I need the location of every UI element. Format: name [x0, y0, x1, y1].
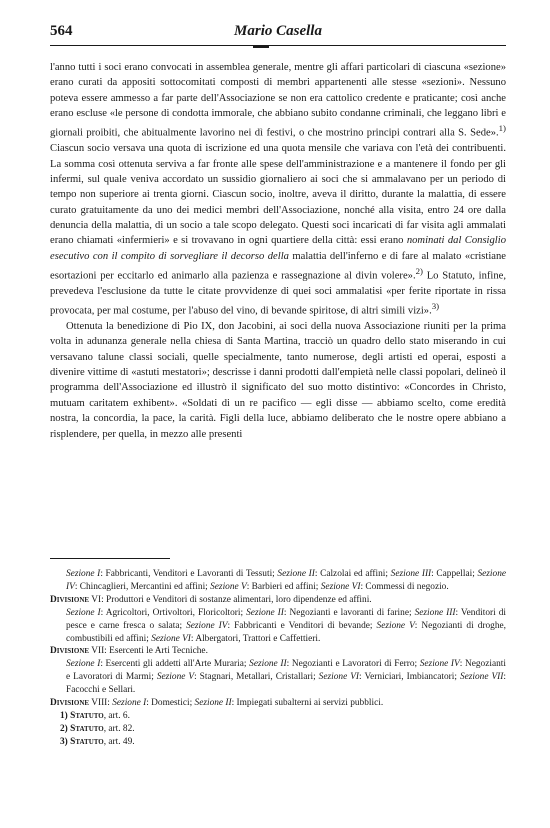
text-run: : Domestici; — [146, 698, 195, 709]
footnote-source: Statuto — [70, 710, 104, 721]
footnote-1 — [50, 710, 506, 723]
note-sections — [50, 568, 506, 594]
header-rule — [50, 45, 506, 46]
section-label: Sezione V — [210, 581, 247, 592]
page-number: 564 — [50, 23, 73, 39]
text-run: Lo Statuto, infine, prevedeva l'esclusione da tutte le citate provvidenze di quei soci ammalatisi «per ferite riportate in rissa provocata, per mal costume, per l'abuso del vino, di bevande spiritose, di altri simili vizi». — [50, 270, 506, 317]
text-run: : Facocchi e Sellari. — [66, 672, 507, 696]
text-run: Ottenuta la benedizione di Pio IX, don Jacobini, ai soci della nuova Associazione riuniti per la prima volta in adunanza generale nella chiesa di Santa Martina, tracciò un quadro dello stato miserando in cui versavano talune classi sociali, quelle specialmente, tanto numerose, degli artisti ed operai, esposti a divenire vittime di «astuti mestatori»; descrisse i danni prodotti dall'empietà nelle classi popolari, delineò il programma dell'Associazione ed illustrò il significato del suo motto distintivo: «Concordes in Christo, mutuam caritatem exhibent». «Soldati di un re pacifico — egli disse — abbiamo scelto, come eredità nostra, la concordia, la pace, la carità. Figli della luce, abbiamo deliberato che le nostre opere abbiano a risplendere, per quella, in mezzo alle presenti — [50, 321, 506, 440]
text-run: : Stagnari, Metallari, Cristallari; — [194, 672, 319, 683]
footnote-number: 1) — [60, 710, 68, 721]
text-run: : Negozianti e Lavoratori di Marmi; — [66, 659, 506, 683]
text-run: Ciascun socio versava una quota di iscrizione ed una quota mensile che variava con l'età dei contribuenti. La somma così ottenuta serviva a far fronte alle spese dell'amministrazione e a mantenere il fondo per gli infermi, sul quale veniva accordato un sussidio giornaliero ai soci che si ammalavano per un periodo di tempo non superiore ai trenta giorni. Ciascun socio, inoltre, aveva il diritto, durante la malattia, di essere curato gratuitamente da uno dei medici membri dell'Associazione, nonché alla visita, entro 24 ore dalla denuncia della malattia, di un socio a tale scopo delegato. Questi soci incaricati di far visita agli ammalati erano chiamati «infermieri» e si trovavano in ogni quartiere della città: essi erano — [50, 143, 506, 247]
text-run: : Esercenti gli addetti all'Arte Muraria; — [100, 659, 250, 670]
text-run: : Verniciari, Imbiancatori; — [359, 672, 460, 683]
text-run: : Negozianti e Lavoratori di Ferro; — [286, 659, 420, 670]
division-label: Divisione — [50, 594, 90, 605]
text-run: : Fabbricanti, Venditori e Lavoranti di Tessuti; — [100, 569, 278, 579]
text-run: : Cappellai; — [431, 569, 478, 579]
footnote-source: Statuto — [70, 723, 104, 734]
note-sections — [50, 607, 506, 646]
section-label: Sezione III — [390, 569, 432, 579]
section-label: Sezione IV — [419, 659, 460, 670]
running-head: Mario Casella — [234, 23, 322, 39]
page-header — [50, 20, 506, 44]
footnotes-block — [50, 568, 506, 749]
text-run: : Calzolai ed affini; — [314, 569, 391, 579]
text-run: : Chincaglieri, Mercantini ed affini; — [74, 581, 211, 592]
footnote-number: 2) — [60, 723, 68, 734]
section-label: Sezione IV — [66, 569, 507, 592]
text-run: : Albergatori, Trattori e Caffettieri. — [190, 633, 321, 644]
section-label: Sezione VI — [151, 633, 191, 644]
footnote-ref: 2) — [415, 266, 423, 276]
section-label: Sezione VI — [320, 581, 361, 592]
section-label: Sezione II — [277, 569, 315, 579]
footnote-number: 3) — [60, 736, 68, 747]
text-run: VIII: — [89, 698, 113, 709]
text-run: : Negozianti di droghe, combustibili ed affini; — [66, 620, 506, 644]
section-label: Sezione I — [66, 607, 101, 618]
text-run: : Commessi di negozio. — [360, 581, 449, 592]
section-label: Sezione I — [66, 659, 101, 670]
footnote-ref: 1) — [498, 123, 506, 134]
text-run: , art. 6. — [103, 710, 130, 721]
text-run: l'anno tutti i soci erano convocati in assemblea generale, mentre gli affari particolari di ciascuna «sezione» erano curati da appositi sottocomitati composti di membri appartenenti alle stesse «sezioni». Nessuno poteva essere ammesso a far parte dell'Associazione se non era cattolico credente e praticante; così anche erano escluse «le persone di condotta immorale, che abbiano subito condanne criminali, che leggano libri e giornali proibiti, che abitualmente lavorino nei dì festivi, o che mostrino principi contrari alla S. Sede». — [50, 62, 506, 139]
header-ornament — [253, 45, 269, 48]
section-label: Sezione I — [112, 698, 147, 709]
text-run: , art. 82. — [103, 723, 135, 734]
paragraph — [50, 319, 506, 442]
text-run: , art. 49. — [103, 736, 135, 747]
section-label: Sezione I — [66, 569, 101, 579]
main-text — [50, 60, 506, 442]
footnote-3 — [50, 736, 506, 749]
division-label: Divisione — [50, 698, 90, 709]
footnote-source: Statuto — [70, 736, 104, 747]
note-sections — [50, 658, 506, 697]
section-label: Sezione VII — [459, 672, 504, 683]
text-run: : Venditori di pesce e carne fresca o salata; — [66, 607, 506, 631]
division-label: Divisione — [50, 646, 90, 657]
emphasis: nominati dal Consiglio esecutivo con il compito di sorvegliare il decorso della — [50, 235, 506, 262]
text-run: malattia dell'inferno e di fare al malato «cristiane esortazioni per eccitarlo ed animarlo alla pazienza e rassegnazione al divin volere». — [50, 250, 506, 282]
footnote-ref: 3) — [431, 301, 440, 312]
text-run: : Impiegati subalterni ai servizi pubblici. — [231, 698, 384, 709]
section-label: Sezione IV — [186, 620, 228, 631]
note-division — [50, 645, 506, 658]
text-run: VII: Esercenti le Arti Tecniche. — [89, 646, 208, 657]
footnote-2 — [50, 723, 506, 736]
section-label: Sezione III — [414, 607, 456, 618]
section-label: Sezione V — [156, 672, 195, 683]
note-division — [50, 697, 506, 710]
section-label: Sezione II — [249, 659, 287, 670]
text-run: : Negozianti e lavoranti di farine; — [283, 607, 415, 618]
section-label: Sezione V — [376, 620, 415, 631]
text-run: VI: Produttori e Venditori di sostanze alimentari, loro dipendenze ed affini. — [89, 594, 372, 605]
paragraph-continuation — [50, 60, 506, 319]
text-run: : Barbieri ed affini; — [246, 581, 321, 592]
section-label: Sezione II — [246, 607, 284, 618]
section-label: Sezione II — [194, 698, 232, 709]
section-label: Sezione VI — [318, 672, 360, 683]
text-run: : Agricoltori, Ortivoltori, Floricoltori; — [100, 607, 247, 618]
note-division — [50, 594, 506, 607]
text-run: : Fabbricanti e Venditori di bevande; — [227, 620, 377, 631]
footnote-rule — [50, 558, 170, 559]
